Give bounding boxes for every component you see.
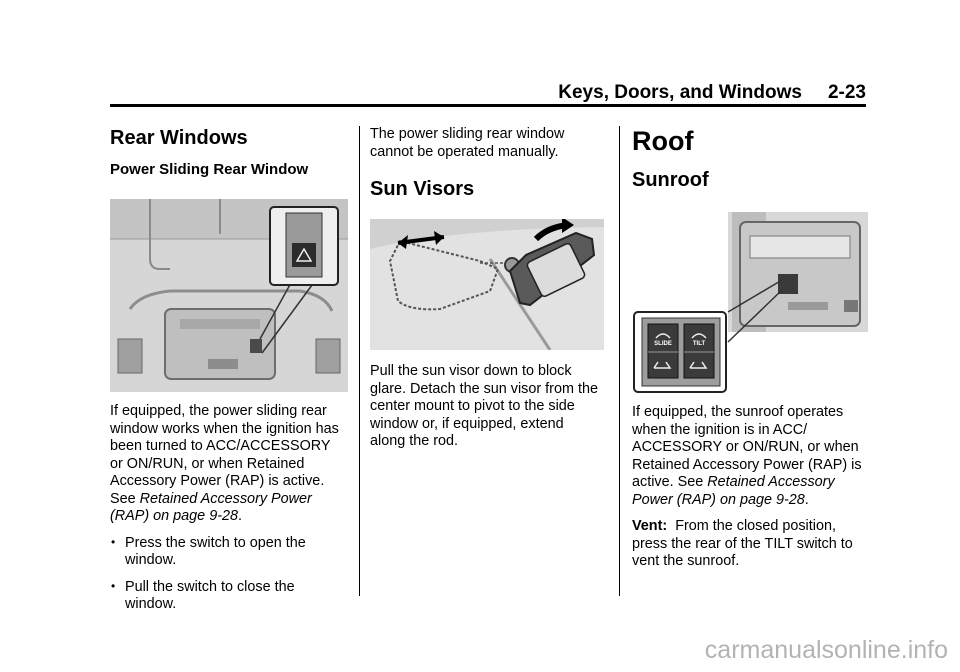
heading-rear-windows: Rear Windows bbox=[110, 127, 248, 149]
sun-visor-figure bbox=[370, 219, 604, 350]
page-header bbox=[110, 82, 866, 104]
page-number: 2-23 bbox=[827, 82, 866, 103]
para-line: or ON/RUN, or when Retained bbox=[110, 455, 305, 472]
bullet-line: window. bbox=[125, 552, 177, 568]
para-line: Accessory Power (RAP) is active. bbox=[110, 473, 325, 489]
see-reference bbox=[110, 491, 350, 509]
para-line: center mount to pivot to the side bbox=[370, 398, 575, 414]
para-line: window works when the ignition has bbox=[110, 420, 339, 437]
section-title: Keys, Doors, and Windows bbox=[558, 82, 802, 103]
column-roof bbox=[632, 126, 868, 571]
para-line: vent the sunroof. bbox=[632, 553, 740, 569]
header-rule bbox=[110, 104, 866, 107]
para-line: window or, if equipped, extend bbox=[370, 415, 564, 432]
para-line: If equipped, the sunroof operates bbox=[632, 404, 844, 420]
watermark: carmanualsonline.info bbox=[704, 636, 948, 664]
subheading-power-sliding: Power Sliding Rear Window bbox=[110, 161, 309, 178]
see-link[interactable]: Retained Accessory bbox=[707, 474, 835, 490]
see-reference-cont bbox=[110, 508, 350, 526]
bullet-icon: • bbox=[111, 534, 116, 549]
slide-switch-label: SLIDE bbox=[654, 341, 672, 347]
heading-sunroof: Sunroof bbox=[632, 169, 709, 191]
see-prefix: See bbox=[110, 490, 140, 507]
see-link-cont[interactable]: (RAP) on page 9-28 bbox=[110, 508, 238, 524]
rear-window-switch-figure bbox=[110, 199, 348, 392]
column-divider bbox=[619, 126, 620, 596]
para-line: been turned to ACC/ACCESSORY bbox=[110, 438, 331, 454]
bullet-icon: • bbox=[111, 578, 116, 593]
vent-line bbox=[632, 518, 868, 536]
bullet-line: Pull the switch to close the bbox=[125, 578, 295, 595]
para-line: along the rod. bbox=[370, 433, 459, 449]
column-rear-windows bbox=[110, 126, 350, 614]
heading-sun-visors: Sun Visors bbox=[370, 178, 475, 200]
tilt-switch-label: TILT bbox=[692, 341, 706, 347]
column-sun-visors bbox=[370, 126, 606, 451]
see-link-cont[interactable]: Power (RAP) on page 9-28 bbox=[632, 491, 805, 508]
bullet-item bbox=[110, 535, 350, 570]
para-line: ACCESSORY or ON/RUN, or when bbox=[632, 439, 859, 455]
see-reference-cont bbox=[632, 492, 868, 510]
para-line: The power sliding rear window bbox=[370, 126, 565, 142]
para-line: If equipped, the power sliding rear bbox=[110, 403, 327, 419]
see-suffix: . bbox=[238, 508, 242, 524]
sunroof-figure bbox=[632, 212, 868, 394]
vent-label: Vent: bbox=[632, 518, 668, 534]
para-line: when the ignition is in ACC/ bbox=[632, 421, 808, 438]
see-prefix: active. See bbox=[632, 474, 708, 490]
para-line: Retained Accessory Power (RAP) is bbox=[632, 456, 862, 473]
vent-text: From the closed position, bbox=[675, 518, 836, 534]
para-line: glare. Detach the sun visor from the bbox=[370, 380, 598, 397]
see-suffix: . bbox=[804, 491, 809, 508]
see-link[interactable]: Retained Accessory Power bbox=[139, 490, 312, 507]
bullet-line: window. bbox=[125, 596, 177, 612]
para-line: cannot be operated manually. bbox=[370, 143, 559, 160]
heading-roof: Roof bbox=[632, 126, 694, 156]
bullet-line: Press the switch to open the bbox=[125, 534, 306, 551]
para-line: press the rear of the TILT switch to bbox=[632, 535, 853, 552]
bullet-item bbox=[110, 579, 350, 614]
see-reference bbox=[632, 474, 868, 492]
para-line: Pull the sun visor down to block bbox=[370, 363, 572, 379]
column-divider bbox=[359, 126, 360, 596]
